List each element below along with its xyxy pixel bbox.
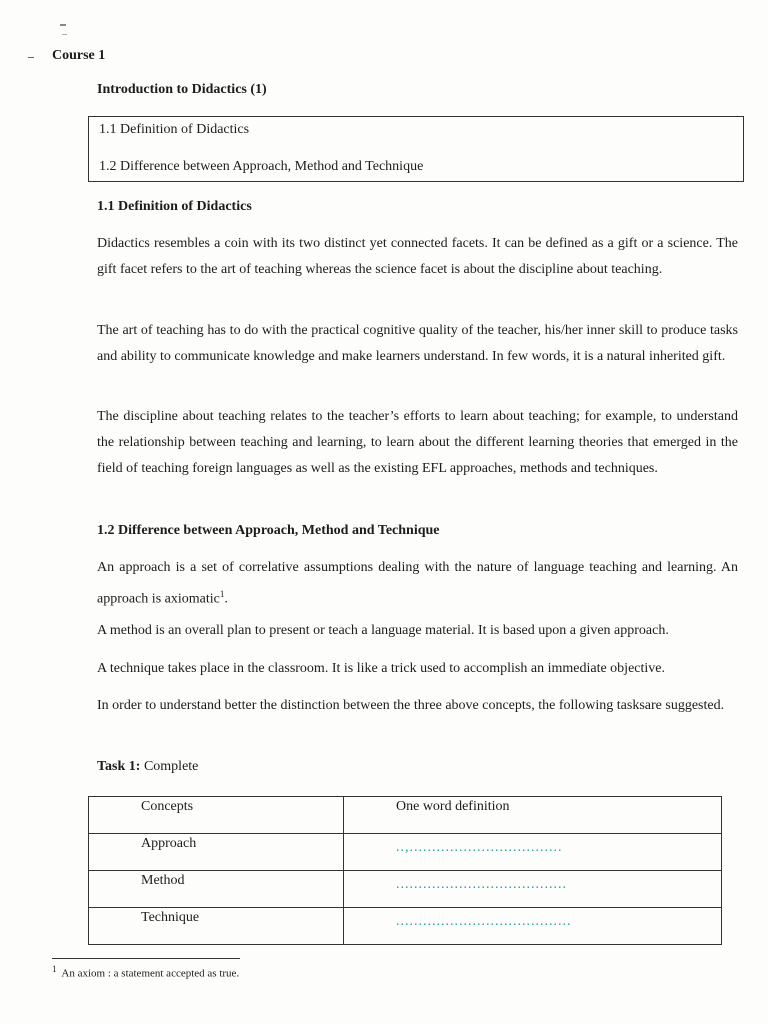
footnote-text: An axiom : a statement accepted as true.	[61, 967, 240, 980]
scan-artifact	[62, 34, 67, 35]
footnote	[52, 964, 239, 980]
footnote-number: 1	[52, 964, 57, 974]
page-title: Introduction to Didactics (1)	[97, 82, 267, 97]
paragraph: The discipline about teaching relates to the teacher’s efforts to learn about teaching; for example, to understand the relationship between teaching and learning, to learn about the different learning theories that emerged in the field of teaching foreign languages as well as the existing EFL approaches, methods and techniques.	[97, 409, 738, 476]
task-instruction: Complete	[143, 759, 199, 774]
table-header-row	[89, 797, 722, 834]
paragraph	[97, 555, 738, 613]
section-heading: 1.1 Definition of Didactics	[97, 199, 252, 214]
toc-item: 1.1 Definition of Didactics	[99, 122, 250, 137]
answer-blank[interactable]: ..,..................................	[344, 834, 722, 871]
paragraph: A method is an overall plan to present or teach a language material. It is based upon a given approach.	[97, 623, 669, 638]
paragraph: A technique takes place in the classroom. It is like a trick used to accomplish an immediate objective.	[97, 661, 665, 676]
task-label: Task 1:	[97, 759, 141, 774]
table-row	[89, 908, 722, 945]
table-header: One word definition	[344, 797, 722, 834]
paragraph: Didactics resembles a coin with its two distinct yet connected facets. It can be defined as a gift or a science. The gift facet refers to the art of teaching whereas the science facet is about the discipline about teaching.	[97, 236, 738, 277]
scan-artifact	[28, 57, 34, 58]
toc-item: 1.2 Difference between Approach, Method and Technique	[99, 159, 424, 174]
table-row	[89, 871, 722, 908]
table-of-contents	[88, 116, 744, 182]
concept-cell: Approach	[89, 834, 344, 871]
paragraph: In order to understand better the distinction between the three above concepts, the following tasksare suggested.	[97, 698, 725, 713]
table-header: Concepts	[89, 797, 344, 834]
task-heading	[97, 759, 198, 775]
concept-cell: Method	[89, 871, 344, 908]
footnote-reference: 1	[219, 589, 225, 599]
paragraph: The art of teaching has to do with the practical cognitive quality of the teacher, his/her inner skill to produce tasks and ability to communicate knowledge and make learners understand. In few words, it is a natural inherited gift.	[97, 323, 738, 364]
paragraph-end: .	[224, 591, 228, 607]
scan-artifact	[60, 24, 66, 26]
table-row	[89, 834, 722, 871]
section-heading: 1.2 Difference between Approach, Method and Technique	[97, 523, 440, 538]
paragraph-text: An approach is a set of correlative assumptions dealing with the nature of language teaching and learning. An approach is axiomatic	[97, 560, 738, 607]
course-label: Course 1	[52, 48, 106, 63]
answer-blank[interactable]: .......................................	[344, 908, 722, 945]
footnote-divider	[52, 958, 240, 959]
concept-cell: Technique	[89, 908, 344, 945]
answer-blank[interactable]: ......................................	[344, 871, 722, 908]
concepts-table	[88, 796, 722, 945]
